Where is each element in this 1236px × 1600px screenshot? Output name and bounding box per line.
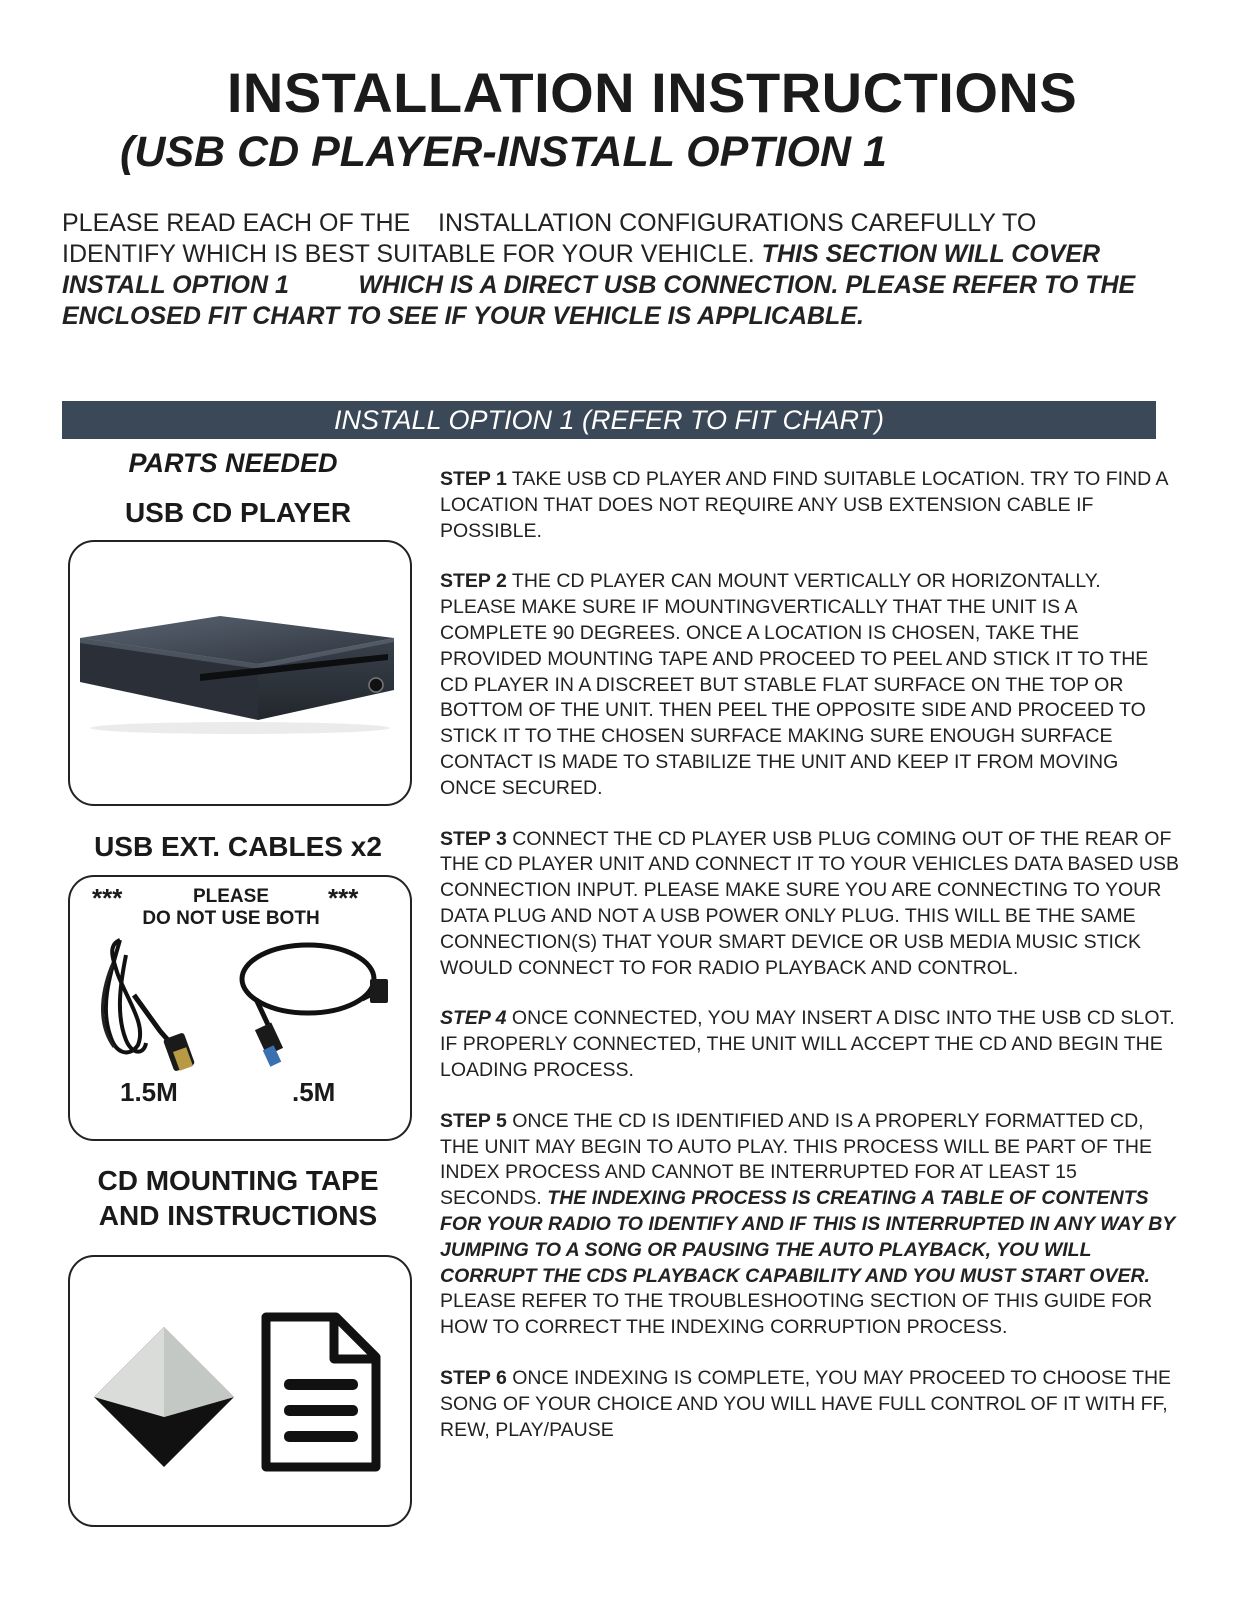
- steps-list: [440, 467, 1180, 1468]
- usb-ext-cables-title: USB EXT. CABLES x2: [94, 831, 382, 862]
- step-5-text: ONCE THE CD IS IDENTIFIED AND IS A PROPERLY FORMATTED CD, THE UNIT MAY BEGIN TO AUTO PLAY. THIS PROCESS WILL BE PART OF THE INDEX PROCESS AND CANNOT BE INTERRUPTED FOR AT LEAST 15 SECONDS.: [440, 1109, 1152, 1210]
- warning-stars-right: ***: [328, 883, 359, 913]
- step-1-text: TAKE USB CD PLAYER AND FIND SUITABLE LOCATION. TRY TO FIND A LOCATION THAT DOES NOT REQUIRE ANY USB EXTENSION CABLE IF POSSIBLE.: [440, 468, 1168, 542]
- usb-cd-player-box: [68, 540, 412, 806]
- step-4-label: STEP 4: [440, 1007, 507, 1030]
- intro-line-3: [62, 270, 1182, 301]
- step-5: [440, 1109, 1180, 1341]
- usb-cable-coiled-image: [90, 935, 210, 1075]
- intro-line-2: [62, 239, 1182, 270]
- usb-cd-player-title: USB CD PLAYER: [124, 497, 352, 528]
- mounting-tape-image: [84, 1317, 244, 1477]
- parts-needed-heading: PARTS NEEDED: [128, 448, 338, 478]
- cables-note-please: PLEASE: [192, 886, 270, 907]
- document-icon: [256, 1307, 386, 1477]
- mounting-tape-box: [68, 1255, 412, 1527]
- intro-line-2-normal: IDENTIFY WHICH IS BEST SUITABLE FOR YOUR VEHICLE.: [62, 240, 762, 268]
- step-5-label: STEP 5: [440, 1109, 507, 1132]
- intro-line-3-bold: INSTALL OPTION 1 WHICH IS A DIRECT USB CONNECTION. PLEASE REFER TO THE: [62, 271, 1136, 299]
- step-1-label: STEP 1: [440, 468, 507, 490]
- step-5-after: PLEASE REFER TO THE TROUBLESHOOTING SECTION OF THIS GUIDE FOR HOW TO CORRECT THE INDEXING CORRUPTION PROCESS.: [440, 1290, 1153, 1339]
- step-3-label: STEP 3: [440, 827, 507, 850]
- mounting-tape-title-1: CD MOUNTING TAPE: [97, 1165, 379, 1196]
- step-2-label: STEP 2: [440, 570, 507, 593]
- usb-ext-cables-box: [68, 875, 412, 1141]
- page-subtitle: (USB CD PLAYER-INSTALL OPTION 1: [120, 128, 887, 176]
- step-6: [440, 1366, 1180, 1443]
- section-banner: INSTALL OPTION 1 (REFER TO FIT CHART): [62, 401, 1156, 439]
- step-5-emphasis: THE INDEXING PROCESS IS CREATING A TABLE OF CONTENTS FOR YOUR RADIO TO IDENTIFY AND IF THIS IS INTERRUPTED IN ANY WAY BY JUMPING TO A SONG OR PAUSING THE AUTO PLAYBACK, YOU WILL CORRUPT THE CDS PLAYBACK CAPABILITY AND YOU MUST START OVER.: [440, 1187, 1175, 1287]
- step-3: [440, 827, 1180, 982]
- cd-player-image: [70, 542, 410, 804]
- step-6-label: STEP 6: [440, 1366, 507, 1389]
- step-1: [440, 467, 1180, 544]
- cables-note-do-not-use-both: DO NOT USE BOTH: [142, 908, 320, 929]
- step-4: [440, 1006, 1180, 1083]
- mounting-tape-title-2: AND INSTRUCTIONS: [98, 1200, 378, 1231]
- usb-cable-short-image: [230, 929, 390, 1069]
- cable-1-5m-label: 1.5M: [120, 1077, 178, 1107]
- step-4-text: ONCE CONNECTED, YOU MAY INSERT A DISC INTO THE USB CD SLOT. IF PROPERLY CONNECTED, THE UNIT WILL ACCEPT THE CD AND BEGIN THE LOADING PROCESS.: [440, 1007, 1175, 1081]
- intro-paragraph: [62, 208, 1182, 332]
- intro-line-4-bold: ENCLOSED FIT CHART TO SEE IF YOUR VEHICLE IS APPLICABLE.: [62, 302, 864, 330]
- page-title: INSTALLATION INSTRUCTIONS: [226, 61, 1078, 124]
- cable-0-5m-label: .5M: [292, 1077, 336, 1107]
- step-2-text: THE CD PLAYER CAN MOUNT VERTICALLY OR HORIZONTALLY. PLEASE MAKE SURE IF MOUNTINGVERTICALLY THAT THE UNIT IS A COMPLETE 90 DEGREES. ONCE A LOCATION IS CHOSEN, TAKE THE PROVIDED MOUNTING TAPE AND PROCEED TO PEEL AND STICK IT TO THE CD PLAYER IN A DISCREET BUT STABLE FLAT SURFACE ON THE TOP OR BOTTOM OF THE UNIT. THEN PEEL THE OPPOSITE SIDE AND PROCEED TO STICK IT TO THE CHOSEN SURFACE MAKING SURE ENOUGH SURFACE CONTACT IS MADE TO STABILIZE THE UNIT AND KEEP IT FROM MOVING ONCE SECURED.: [440, 570, 1149, 799]
- intro-line-4: [62, 301, 1182, 332]
- step-6-text: ONCE INDEXING IS COMPLETE, YOU MAY PROCEED TO CHOOSE THE SONG OF YOUR CHOICE AND YOU WILL HAVE FULL CONTROL OF IT WITH FF, REW, PLAY/PAUSE: [440, 1366, 1172, 1441]
- step-3-text: CONNECT THE CD PLAYER USB PLUG COMING OUT OF THE REAR OF THE CD PLAYER UNIT AND CONNECT IT TO YOUR VEHICLES DATA BASED USB CONNECTION INPUT. PLEASE MAKE SURE YOU ARE CONNECTING TO YOUR DATA PLUG AND NOT A USB POWER ONLY PLUG. THIS WILL BE THE SAME CONNECTION(S) THAT YOUR SMART DEVICE OR USB MEDIA MUSIC STICK WOULD CONNECT TO FOR RADIO PLAYBACK AND CONTROL.: [440, 827, 1180, 979]
- intro-line-2-bold: THIS SECTION WILL COVER: [761, 240, 1101, 268]
- step-2: [440, 569, 1180, 801]
- intro-line-1: PLEASE READ EACH OF THE INSTALLATION CONFIGURATIONS CAREFULLY TO: [62, 209, 1037, 237]
- warning-stars-left: ***: [92, 883, 123, 913]
